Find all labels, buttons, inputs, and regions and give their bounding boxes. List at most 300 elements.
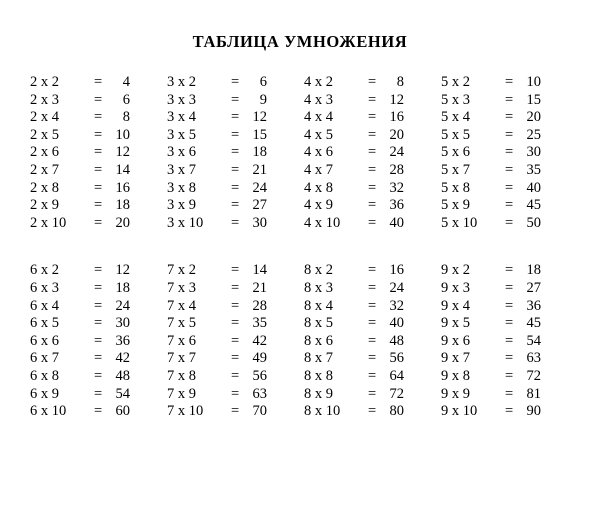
table-row (441, 162, 578, 180)
product-value: 30 (526, 144, 541, 161)
equals-sign: = (368, 367, 377, 384)
product-value: 20 (526, 109, 541, 126)
product-value: 56 (389, 350, 404, 367)
equals-sign: = (94, 214, 103, 231)
expression-text: 2 x 2 (30, 74, 59, 90)
expression-text: 3 x 7 (167, 161, 196, 178)
product-value: 72 (389, 385, 404, 402)
equals-sign: = (505, 144, 514, 161)
expression-text: 4 x 10 (304, 214, 341, 231)
expression-text: 7 x 4 (167, 297, 196, 314)
table-row (30, 92, 167, 110)
table-row (167, 350, 304, 368)
table-row (30, 180, 167, 198)
table-row (167, 262, 304, 280)
table-row (30, 315, 167, 333)
table-row-group (30, 262, 578, 420)
product-value: 12 (115, 144, 130, 161)
product-value: 40 (389, 214, 404, 231)
table-row (304, 298, 441, 316)
expression-text: 9 x 8 (441, 367, 470, 384)
product-value: 18 (115, 197, 130, 214)
product-value: 42 (252, 332, 267, 349)
equals-sign: = (505, 161, 514, 178)
expression-text: 3 x 10 (167, 214, 204, 231)
expression-text: 6 x 9 (30, 385, 59, 402)
table-row (441, 315, 578, 333)
expression-text: 9 x 5 (441, 315, 470, 332)
expression-text: 8 x 5 (304, 315, 333, 332)
table-row (167, 386, 304, 404)
expression-text: 6 x 10 (30, 403, 67, 420)
equals-sign: = (94, 315, 103, 332)
equals-sign: = (505, 367, 514, 384)
table-row (30, 197, 167, 215)
equals-sign: = (94, 297, 103, 314)
expression-text: 8 x 6 (304, 332, 333, 349)
equals-sign: = (231, 74, 240, 90)
equals-sign: = (231, 214, 240, 231)
table-row (304, 333, 441, 351)
table-row (30, 109, 167, 127)
product-value: 10 (526, 74, 541, 90)
product-value: 18 (526, 262, 541, 279)
equals-sign: = (94, 144, 103, 161)
expression-text: 2 x 5 (30, 126, 59, 143)
product-value: 63 (252, 385, 267, 402)
equals-sign: = (231, 197, 240, 214)
equals-sign: = (368, 74, 377, 90)
equals-sign: = (94, 403, 103, 420)
expression-text: 4 x 3 (304, 91, 333, 108)
equals-sign: = (94, 197, 103, 214)
equals-sign: = (231, 315, 240, 332)
table-row (441, 386, 578, 404)
table-row (304, 280, 441, 298)
expression-text: 9 x 2 (441, 262, 470, 279)
expression-text: 7 x 3 (167, 279, 196, 296)
product-value: 48 (389, 332, 404, 349)
product-value: 27 (252, 197, 267, 214)
product-value: 12 (389, 91, 404, 108)
expression-text: 4 x 6 (304, 144, 333, 161)
product-value: 10 (115, 126, 130, 143)
product-value: 42 (115, 350, 130, 367)
product-value: 12 (252, 109, 267, 126)
table-row (304, 215, 441, 233)
equals-sign: = (368, 332, 377, 349)
expression-text: 6 x 2 (30, 262, 59, 279)
equals-sign: = (231, 262, 240, 279)
table-row (30, 403, 167, 421)
table-row (441, 333, 578, 351)
product-value: 48 (115, 367, 130, 384)
product-value: 16 (389, 262, 404, 279)
equals-sign: = (368, 385, 377, 402)
equals-sign: = (368, 197, 377, 214)
product-value: 12 (115, 262, 130, 279)
table-row (30, 368, 167, 386)
product-value: 21 (252, 279, 267, 296)
expression-text: 5 x 2 (441, 74, 470, 90)
table-row (441, 298, 578, 316)
equals-sign: = (94, 126, 103, 143)
equals-sign: = (368, 91, 377, 108)
product-value: 50 (526, 214, 541, 231)
expression-text: 5 x 4 (441, 109, 470, 126)
product-value: 54 (115, 385, 130, 402)
table-column (304, 74, 441, 232)
table-row (441, 368, 578, 386)
product-value: 18 (115, 279, 130, 296)
equals-sign: = (505, 279, 514, 296)
equals-sign: = (231, 179, 240, 196)
expression-text: 6 x 7 (30, 350, 59, 367)
equals-sign: = (231, 332, 240, 349)
table-row (304, 180, 441, 198)
table-row (167, 180, 304, 198)
table-column (30, 74, 167, 232)
expression-text: 3 x 3 (167, 91, 196, 108)
expression-text: 5 x 7 (441, 161, 470, 178)
table-row (304, 127, 441, 145)
table-row (30, 144, 167, 162)
product-value: 20 (115, 214, 130, 231)
product-value: 90 (526, 403, 541, 420)
expression-text: 3 x 8 (167, 179, 196, 196)
expression-text: 3 x 4 (167, 109, 196, 126)
table-row (441, 215, 578, 233)
equals-sign: = (368, 109, 377, 126)
product-value: 28 (389, 161, 404, 178)
table-row (30, 350, 167, 368)
expression-text: 3 x 6 (167, 144, 196, 161)
table-row (441, 74, 578, 92)
product-value: 30 (115, 315, 130, 332)
table-column (167, 262, 304, 420)
product-value: 30 (252, 214, 267, 231)
multiplication-table-page (0, 32, 600, 516)
expression-text: 7 x 8 (167, 367, 196, 384)
product-value: 6 (259, 74, 267, 90)
table-row (30, 262, 167, 280)
equals-sign: = (94, 74, 103, 90)
table-row (304, 74, 441, 92)
product-value: 36 (526, 297, 541, 314)
product-value: 81 (526, 385, 541, 402)
expression-text: 6 x 3 (30, 279, 59, 296)
expression-text: 9 x 6 (441, 332, 470, 349)
table-row (167, 215, 304, 233)
expression-text: 2 x 10 (30, 214, 67, 231)
equals-sign: = (505, 179, 514, 196)
table-row (441, 197, 578, 215)
equals-sign: = (505, 74, 514, 90)
table-row (441, 350, 578, 368)
expression-text: 2 x 3 (30, 91, 59, 108)
product-value: 64 (389, 367, 404, 384)
product-value: 24 (252, 179, 267, 196)
expression-text: 7 x 7 (167, 350, 196, 367)
expression-text: 4 x 2 (304, 74, 333, 90)
expression-text: 6 x 8 (30, 367, 59, 384)
equals-sign: = (231, 279, 240, 296)
table-row (441, 262, 578, 280)
equals-sign: = (94, 262, 103, 279)
equals-sign: = (505, 197, 514, 214)
expression-text: 9 x 3 (441, 279, 470, 296)
product-value: 21 (252, 161, 267, 178)
table-row (167, 333, 304, 351)
equals-sign: = (505, 109, 514, 126)
expression-text: 5 x 9 (441, 197, 470, 214)
expression-text: 6 x 4 (30, 297, 59, 314)
table-row (304, 92, 441, 110)
table-column (441, 74, 578, 232)
page-title: ТАБЛИЦА УМНОЖЕНИЯ (192, 32, 408, 51)
expression-text: 3 x 2 (167, 74, 196, 90)
equals-sign: = (368, 214, 377, 231)
table-row (441, 280, 578, 298)
table-row (304, 197, 441, 215)
equals-sign: = (94, 350, 103, 367)
product-value: 40 (526, 179, 541, 196)
expression-text: 6 x 5 (30, 315, 59, 332)
product-value: 14 (252, 262, 267, 279)
table-row (167, 144, 304, 162)
equals-sign: = (505, 403, 514, 420)
expression-text: 8 x 8 (304, 367, 333, 384)
equals-sign: = (368, 262, 377, 279)
table-row (30, 298, 167, 316)
table-blocks (0, 74, 600, 421)
table-row (167, 162, 304, 180)
table-row-group (30, 74, 578, 232)
expression-text: 4 x 8 (304, 179, 333, 196)
expression-text: 5 x 10 (441, 214, 478, 231)
product-value: 63 (526, 350, 541, 367)
product-value: 56 (252, 367, 267, 384)
table-row (304, 403, 441, 421)
expression-text: 2 x 9 (30, 197, 59, 214)
table-row (441, 144, 578, 162)
product-value: 6 (122, 91, 130, 108)
table-row (441, 403, 578, 421)
equals-sign: = (231, 297, 240, 314)
equals-sign: = (505, 385, 514, 402)
product-value: 25 (526, 126, 541, 143)
product-value: 80 (389, 403, 404, 420)
table-row (441, 180, 578, 198)
expression-text: 7 x 2 (167, 262, 196, 279)
table-row (304, 368, 441, 386)
equals-sign: = (94, 332, 103, 349)
product-value: 28 (252, 297, 267, 314)
table-row (167, 74, 304, 92)
product-value: 24 (389, 279, 404, 296)
equals-sign: = (231, 144, 240, 161)
table-column (304, 262, 441, 420)
product-value: 36 (115, 332, 130, 349)
equals-sign: = (94, 179, 103, 196)
product-value: 54 (526, 332, 541, 349)
product-value: 35 (526, 161, 541, 178)
equals-sign: = (368, 279, 377, 296)
table-row (30, 280, 167, 298)
expression-text: 4 x 5 (304, 126, 333, 143)
expression-text: 8 x 7 (304, 350, 333, 367)
expression-text: 9 x 10 (441, 403, 478, 420)
table-row (304, 162, 441, 180)
equals-sign: = (94, 161, 103, 178)
table-row (304, 262, 441, 280)
equals-sign: = (505, 126, 514, 143)
product-value: 15 (252, 126, 267, 143)
product-value: 35 (252, 315, 267, 332)
equals-sign: = (368, 126, 377, 143)
table-row (167, 403, 304, 421)
table-row (304, 386, 441, 404)
table-row (304, 315, 441, 333)
expression-text: 3 x 9 (167, 197, 196, 214)
product-value: 72 (526, 367, 541, 384)
product-value: 60 (115, 403, 130, 420)
expression-text: 7 x 9 (167, 385, 196, 402)
equals-sign: = (505, 91, 514, 108)
expression-text: 4 x 9 (304, 197, 333, 214)
product-value: 45 (526, 197, 541, 214)
equals-sign: = (231, 385, 240, 402)
equals-sign: = (368, 315, 377, 332)
equals-sign: = (231, 161, 240, 178)
product-value: 16 (115, 179, 130, 196)
product-value: 24 (115, 297, 130, 314)
product-value: 40 (389, 315, 404, 332)
expression-text: 5 x 3 (441, 91, 470, 108)
equals-sign: = (231, 350, 240, 367)
table-row (167, 368, 304, 386)
expression-text: 2 x 4 (30, 109, 59, 126)
equals-sign: = (94, 385, 103, 402)
expression-text: 8 x 9 (304, 385, 333, 402)
table-row (30, 215, 167, 233)
expression-text: 7 x 6 (167, 332, 196, 349)
product-value: 49 (252, 350, 267, 367)
expression-text: 4 x 7 (304, 161, 333, 178)
equals-sign: = (368, 403, 377, 420)
product-value: 8 (396, 74, 404, 90)
table-row (441, 127, 578, 145)
table-row (167, 197, 304, 215)
equals-sign: = (368, 179, 377, 196)
equals-sign: = (505, 262, 514, 279)
expression-text: 6 x 6 (30, 332, 59, 349)
table-row (30, 74, 167, 92)
expression-text: 9 x 4 (441, 297, 470, 314)
table-row (167, 315, 304, 333)
product-value: 24 (389, 144, 404, 161)
equals-sign: = (231, 126, 240, 143)
expression-text: 9 x 7 (441, 350, 470, 367)
product-value: 70 (252, 403, 267, 420)
equals-sign: = (94, 279, 103, 296)
product-value: 20 (389, 126, 404, 143)
table-row (304, 350, 441, 368)
table-row (167, 92, 304, 110)
expression-text: 7 x 10 (167, 403, 204, 420)
equals-sign: = (231, 109, 240, 126)
equals-sign: = (505, 214, 514, 231)
expression-text: 3 x 5 (167, 126, 196, 143)
expression-text: 2 x 8 (30, 179, 59, 196)
product-value: 32 (389, 297, 404, 314)
table-row (30, 333, 167, 351)
product-value: 36 (389, 197, 404, 214)
equals-sign: = (505, 297, 514, 314)
equals-sign: = (94, 109, 103, 126)
table-row (167, 280, 304, 298)
product-value: 8 (122, 109, 130, 126)
product-value: 14 (115, 161, 130, 178)
equals-sign: = (368, 350, 377, 367)
equals-sign: = (94, 91, 103, 108)
expression-text: 8 x 10 (304, 403, 341, 420)
expression-text: 9 x 9 (441, 385, 470, 402)
product-value: 15 (526, 91, 541, 108)
table-row (304, 144, 441, 162)
table-row (441, 92, 578, 110)
equals-sign: = (231, 367, 240, 384)
table-column (167, 74, 304, 232)
equals-sign: = (231, 403, 240, 420)
expression-text: 7 x 5 (167, 315, 196, 332)
equals-sign: = (368, 144, 377, 161)
table-row (441, 109, 578, 127)
expression-text: 8 x 4 (304, 297, 333, 314)
equals-sign: = (368, 161, 377, 178)
product-value: 45 (526, 315, 541, 332)
table-row (30, 127, 167, 145)
product-value: 16 (389, 109, 404, 126)
table-row (167, 127, 304, 145)
equals-sign: = (368, 297, 377, 314)
expression-text: 2 x 7 (30, 161, 59, 178)
equals-sign: = (505, 350, 514, 367)
table-row (167, 298, 304, 316)
table-row (30, 162, 167, 180)
equals-sign: = (505, 315, 514, 332)
product-value: 27 (526, 279, 541, 296)
equals-sign: = (94, 367, 103, 384)
equals-sign: = (231, 91, 240, 108)
table-row (304, 109, 441, 127)
expression-text: 5 x 5 (441, 126, 470, 143)
table-row (167, 109, 304, 127)
expression-text: 2 x 6 (30, 144, 59, 161)
equals-sign: = (505, 332, 514, 349)
expression-text: 4 x 4 (304, 109, 333, 126)
expression-text: 5 x 8 (441, 179, 470, 196)
product-value: 9 (259, 91, 267, 108)
product-value: 32 (389, 179, 404, 196)
expression-text: 8 x 2 (304, 262, 333, 279)
table-row (30, 386, 167, 404)
expression-text: 8 x 3 (304, 279, 333, 296)
product-value: 18 (252, 144, 267, 161)
expression-text: 5 x 6 (441, 144, 470, 161)
table-column (30, 262, 167, 420)
table-column (441, 262, 578, 420)
